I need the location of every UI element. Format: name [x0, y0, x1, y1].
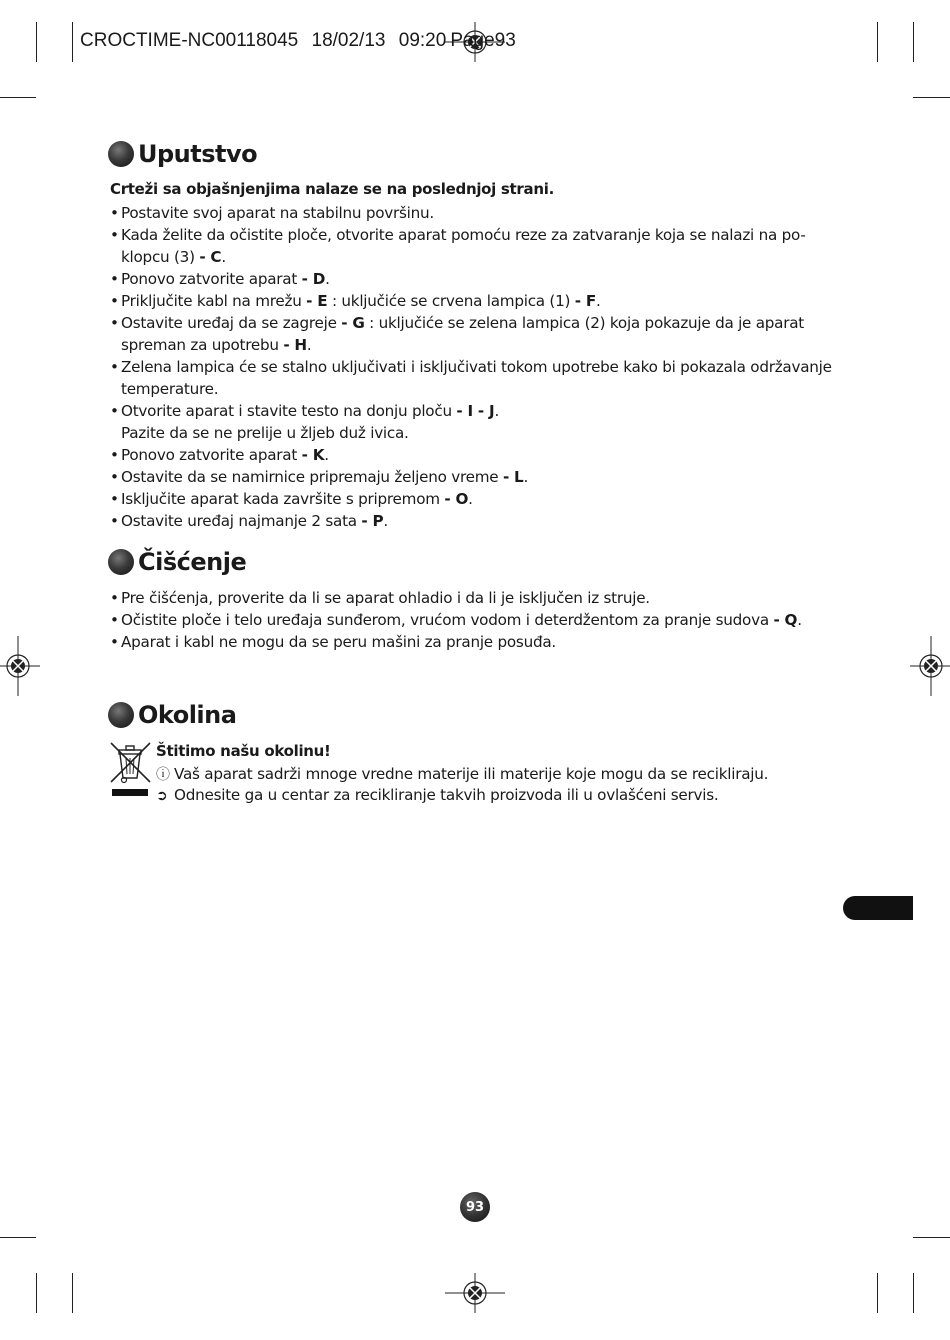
crop-mark	[877, 22, 878, 62]
environment-line-dispose: ➲ Odnesite ga u centar za recikliranje takvih proizvoda ili u ovlašćeni servis.	[156, 786, 719, 804]
section-title: Čišćenje	[138, 548, 247, 576]
crop-mark	[877, 1273, 878, 1313]
page-number: 93	[460, 1192, 490, 1222]
list-item: Pazite da se ne prelije u žljeb duž ivica.	[121, 424, 409, 442]
header-code: CROCTIME-NC00118045	[80, 30, 299, 51]
environment-line-recyclable: ⓘ Vaš aparat sadrži mnoge vredne materije ili materije koje mogu da se recikliraju.	[156, 765, 769, 783]
crop-mark	[72, 1273, 73, 1313]
weee-bin-icon	[108, 740, 154, 798]
list-item: • Ostavite uređaj najmanje 2 sata - P.	[110, 510, 845, 532]
crop-mark	[913, 22, 914, 62]
bullet-dot-icon	[108, 702, 134, 728]
list-item: • Ponovo zatvorite aparat - K.	[110, 444, 845, 466]
list-item: • Kada želite da očistite ploče, otvorite aparat pomoću reze za zatvaranje koja se nalazi na po-klopcu (3) - C.	[110, 224, 845, 268]
crop-mark	[36, 22, 37, 62]
crop-mark	[913, 1237, 950, 1238]
section-uputstvo-heading	[108, 138, 257, 170]
registration-mark-right	[910, 636, 950, 696]
crop-mark	[913, 97, 950, 98]
section-okolina-heading	[108, 699, 236, 731]
registration-mark-left	[0, 636, 40, 696]
list-item: • Ostavite da se namirnice pripremaju željeno vreme - L.	[110, 466, 845, 488]
header-page: Page93	[450, 30, 516, 51]
list-item: • Pre čišćenja, proverite da li se aparat ohladio i da li je isključen iz struje.	[110, 587, 845, 609]
section-title: Okolina	[138, 701, 237, 729]
arrow-right-icon: ➲	[156, 788, 168, 804]
section-title: Uputstvo	[138, 140, 258, 168]
header-date: 18/02/13	[311, 30, 386, 51]
crop-mark	[913, 1273, 914, 1313]
list-item: • Očistite ploče i telo uređaja sunđerom, vrućom vodom i deterdžentom za pranje sudova - Q.	[110, 609, 845, 631]
list-item: • Postavite svoj aparat na stabilnu površinu.	[110, 202, 845, 224]
crop-mark	[0, 97, 36, 98]
list-item: • Otvorite aparat i stavite testo na donju ploču - I - J.	[110, 400, 845, 422]
cleaning-list	[110, 587, 845, 653]
crop-mark	[0, 1237, 36, 1238]
list-item: • Priključite kabl na mrežu - E : uključiće se crvena lampica (1) - F.	[110, 290, 845, 312]
list-item: • Isključite aparat kada završite s pripremom - O.	[110, 488, 845, 510]
language-tab-marker	[843, 896, 913, 920]
list-item: • Aparat i kabl ne mogu da se peru mašini za pranje posuđa.	[110, 631, 845, 653]
info-icon: ⓘ	[156, 767, 170, 783]
illustrations-note: Crteži sa objašnjenjima nalaze se na poslednjoj strani.	[110, 180, 554, 198]
instructions-list	[110, 202, 845, 532]
section-ciscenje-heading	[108, 546, 246, 578]
crop-mark	[36, 1273, 37, 1313]
environment-heading: Štitimo našu okolinu!	[156, 742, 331, 760]
registration-mark-bottom	[445, 1273, 505, 1313]
bullet-dot-icon	[108, 549, 134, 575]
crop-mark	[72, 22, 73, 62]
bullet-dot-icon	[108, 141, 134, 167]
print-header	[80, 30, 524, 52]
list-item: • Ostavite uređaj da se zagreje - G : uključiće se zelena lampica (2) koja pokazuje da je aparat spreman za upotrebu - H.	[110, 312, 845, 356]
header-time: 09:20	[398, 30, 447, 51]
list-item: • Ponovo zatvorite aparat - D.	[110, 268, 845, 290]
list-item: • Zelena lampica će se stalno uključivati i isključivati tokom upotrebe kako bi pokazala održavanje temperature.	[110, 356, 845, 400]
